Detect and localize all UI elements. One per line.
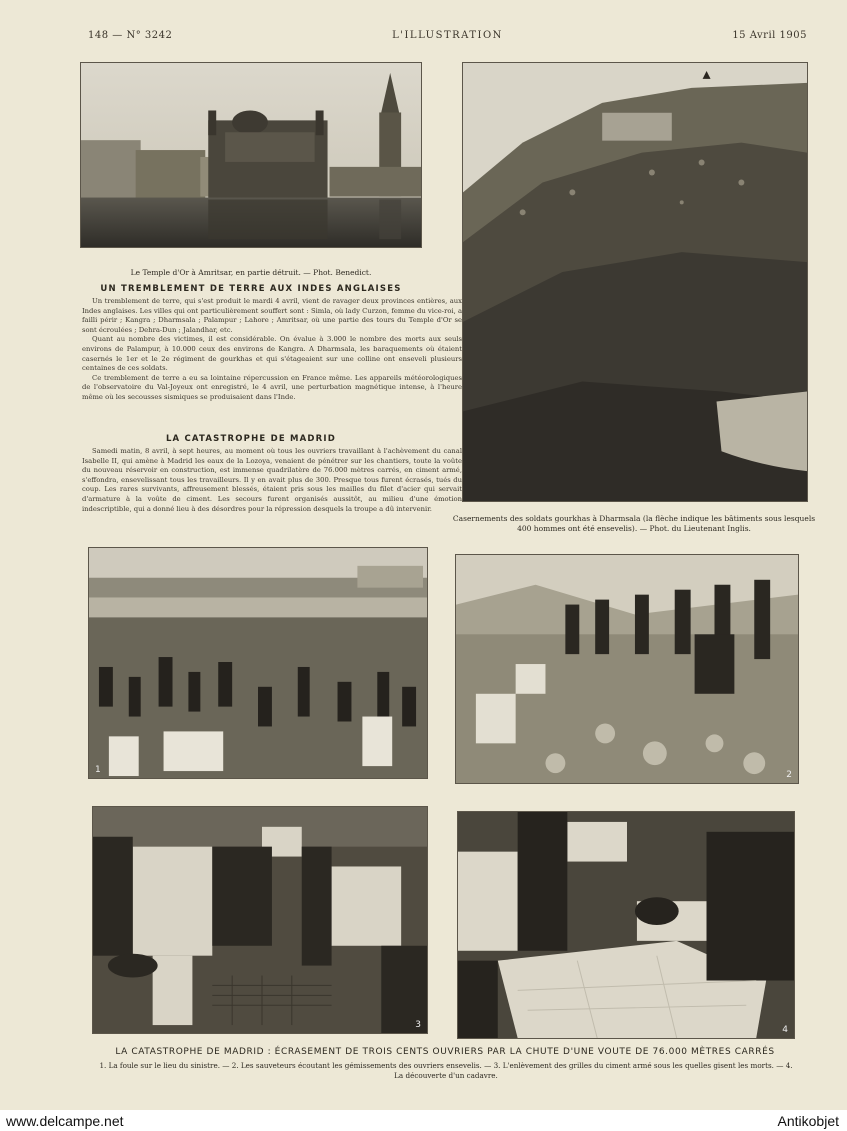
- dharmsala-hillside-photo: [462, 62, 808, 502]
- article-earthquake-heading: UN TREMBLEMENT DE TERRE AUX INDES ANGLAISES: [100, 284, 402, 294]
- madrid-plate-title: LA CATASTROPHE DE MADRID : ÉCRASEMENT DE TROIS CENTS OUVRIERS PAR LA CHUTE D'UNE VOUTE DE 76.000 MÈTRES CARRÉS: [115, 1047, 775, 1057]
- magazine-title: L'ILLUSTRATION: [392, 30, 503, 41]
- article-madrid-paragraph: Samedi matin, 8 avril, à sept heures, au moment où tous les ouvriers travaillant à l'achèvement du canal Isabelle II, qui amène à Madrid les eaux de la Lozoya, venaient de pénétrer sur les chantiers, toute la voûte du nouveau réservoir en construction, est immense quadrilatère de 76.000 mètres carrés, en ciment armé, s'effondra, ensevelissant tous les travailleurs. Il y en avait plus de 300. Presque tous furent écrasés, tués du coup. Les rares survivants, affreusement blessés, étaient pris sous les mailles du filet d'acier qui servait d'armature à la voûte de ciment. Les secours furent organisés aussitôt, au milieu d'une émotion indescriptible, qui a donné lieu à des désordres pour la répression desquels la troupe a dû intervenir.: [82, 447, 462, 513]
- source-site-text: www.delcampe.net: [6, 1113, 124, 1129]
- figure-number: 4: [782, 1025, 788, 1035]
- figure-number: 3: [415, 1020, 421, 1030]
- article-madrid-heading: LA CATASTROPHE DE MADRID: [165, 434, 337, 444]
- madrid-grilles-photo: [92, 806, 428, 1034]
- figure-number: 2: [786, 770, 792, 780]
- article-earthquake-paragraph: Ce tremblement de terre a eu sa lointaine répercussion en France même. Les appareils météorologiques de l'observatoire du Val-Joyeux ont enregistré, le 4 avril, une perturbation magnétique intense, à l'heure même où les secousses sismiques se produisaient dans l'Inde.: [82, 373, 462, 401]
- golden-temple-caption: Le Temple d'Or à Amritsar, en partie détruit. — Phot. Benedict.: [130, 268, 372, 277]
- madrid-crowd-photo: [88, 547, 428, 779]
- figure-number: 1: [95, 765, 101, 775]
- seller-name-text: Antikobjet: [777, 1113, 839, 1129]
- madrid-discovery-photo: [457, 811, 795, 1039]
- issue-date: 15 Avril 1905: [732, 30, 807, 41]
- dharmsala-caption: Casernements des soldats gourkhas à Dharmsala (la flèche indique les bâtiments sous lesquels 400 hommes ont été ensevelis). — Phot. du Lieutenant Inglis.: [452, 514, 816, 533]
- page-header: [88, 30, 807, 46]
- article-madrid-body: [82, 447, 462, 533]
- madrid-rescuers-photo: [455, 554, 799, 784]
- golden-temple-photo: [80, 62, 422, 248]
- page-number: 148 — N° 3242: [88, 30, 173, 41]
- article-earthquake-paragraph: Quant au nombre des victimes, il est considérable. On évalue à 3.000 le nombre des morts aux seuls environs de Palampur, à 10.000 ceux des environs de Kangra. A Dharmsala, les baraquements où étaient casernés le 1er et le 2e régiment de gourkhas et qui s'étageaient sur une colline ont enseveli plusieurs centaines de ces soldats.: [82, 335, 462, 373]
- madrid-plate-legend: 1. La foule sur le lieu du sinistre. — 2. Les sauveteurs écoutant les gémissements des ouvriers ensevelis. — 3. L'enlèvement des grilles du ciment armé sous les quelles gisent les morts. — 4. La découverte d'un cadavre.: [99, 1061, 793, 1080]
- watermark-footer: [0, 1112, 847, 1131]
- article-earthquake-body: [82, 297, 462, 419]
- article-earthquake-paragraph: Un tremblement de terre, qui s'est produit le mardi 4 avril, vient de ravager deux provinces entières, aux Indes anglaises. Les villes qui ont particulièrement souffert sont : Simla, où lady Curzon, femme du vice-roi, a failli périr ; Kangra ; Dharmsala ; Palampur ; Lahore ; Amritsar, où une partie des tours du Temple d'Or se sont écroulées ; Dehra-Dun ; Jalandhar, etc.: [82, 297, 462, 334]
